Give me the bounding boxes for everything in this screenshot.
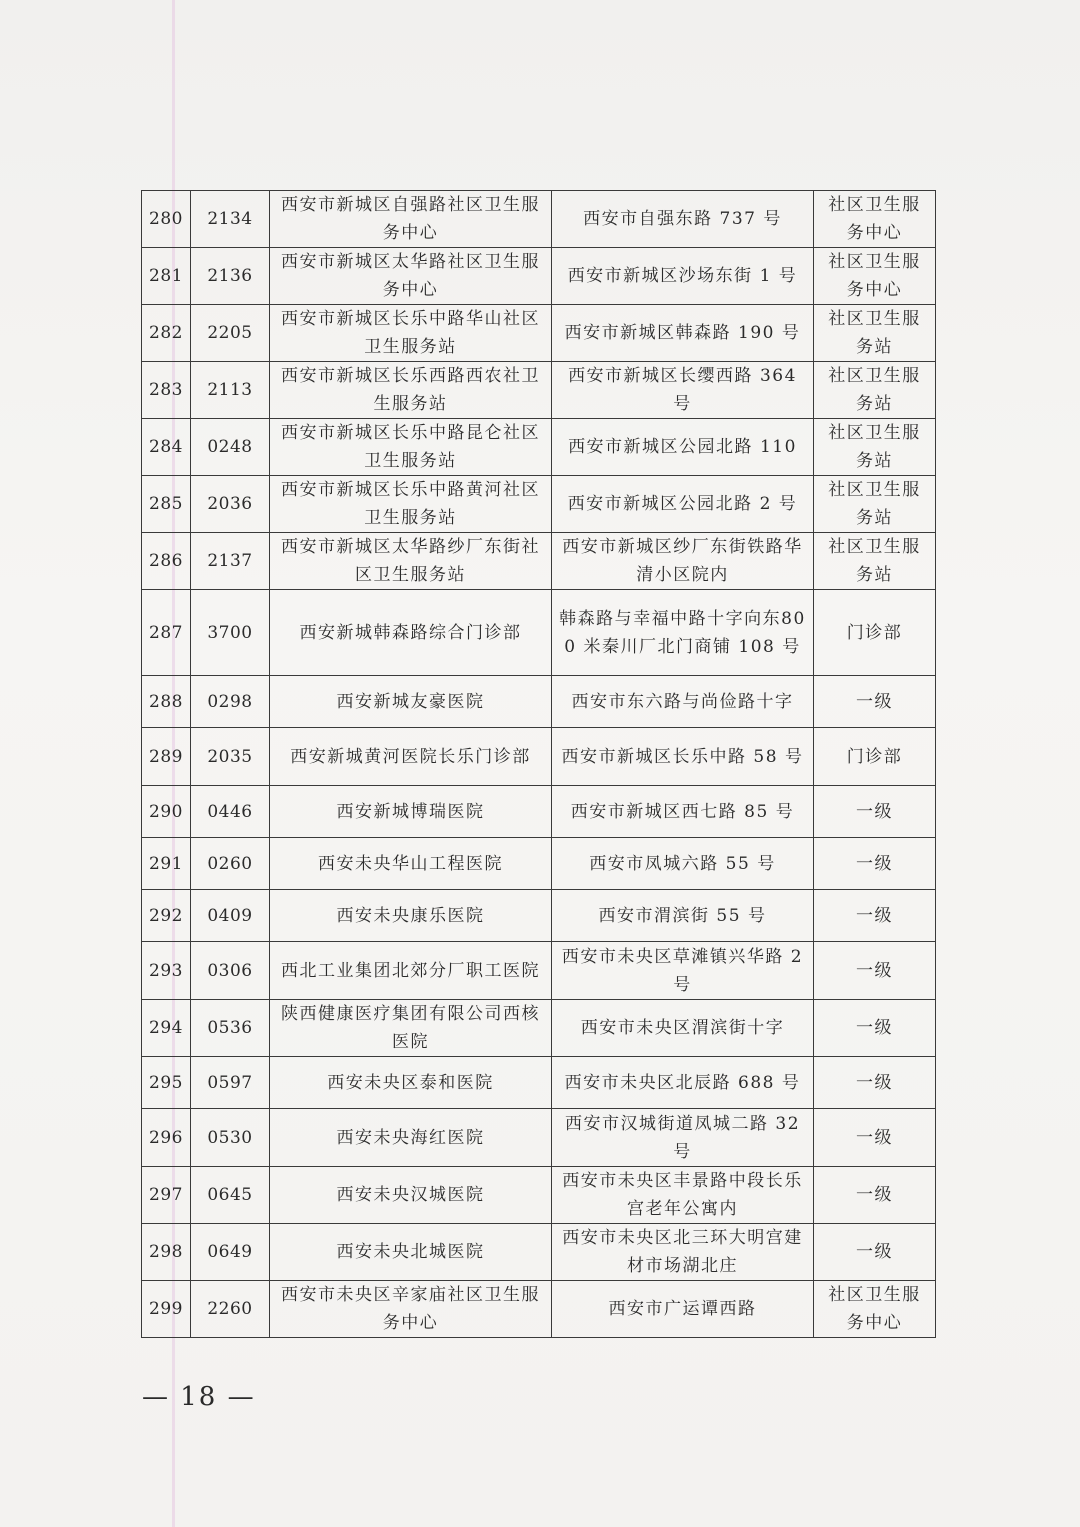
row-code: 2137 <box>191 533 270 590</box>
row-type: 社区卫生服务中心 <box>814 191 936 248</box>
row-seq: 282 <box>142 305 191 362</box>
row-name: 西安新城友豪医院 <box>270 676 552 728</box>
table-row <box>142 590 936 676</box>
row-address: 西安市新城区长缨西路 364 号 <box>552 362 814 419</box>
row-seq: 284 <box>142 419 191 476</box>
row-code: 0446 <box>191 786 270 838</box>
row-address: 西安市东六路与尚俭路十字 <box>552 676 814 728</box>
row-seq: 298 <box>142 1224 191 1281</box>
row-code: 0306 <box>191 942 270 1000</box>
row-code: 0536 <box>191 1000 270 1057</box>
row-address: 西安市未央区北辰路 688 号 <box>552 1057 814 1109</box>
row-seq: 295 <box>142 1057 191 1109</box>
row-name: 西安新城韩森路综合门诊部 <box>270 590 552 676</box>
row-type: 社区卫生服务站 <box>814 419 936 476</box>
row-name: 西安市新城区长乐中路黄河社区卫生服务站 <box>270 476 552 533</box>
row-name: 西安未央华山工程医院 <box>270 838 552 890</box>
row-address: 西安市凤城六路 55 号 <box>552 838 814 890</box>
row-seq: 293 <box>142 942 191 1000</box>
row-code: 0409 <box>191 890 270 942</box>
row-name: 西北工业集团北郊分厂职工医院 <box>270 942 552 1000</box>
row-type: 一级 <box>814 838 936 890</box>
row-address: 西安市新城区韩森路 190 号 <box>552 305 814 362</box>
row-address: 西安市渭滨街 55 号 <box>552 890 814 942</box>
row-name: 西安未央区泰和医院 <box>270 1057 552 1109</box>
table-row <box>142 1167 936 1224</box>
row-type: 一级 <box>814 1057 936 1109</box>
row-address: 西安市新城区公园北路 2 号 <box>552 476 814 533</box>
row-type: 社区卫生服务站 <box>814 305 936 362</box>
row-seq: 296 <box>142 1109 191 1167</box>
table-row <box>142 676 936 728</box>
row-seq: 285 <box>142 476 191 533</box>
row-seq: 292 <box>142 890 191 942</box>
row-seq: 297 <box>142 1167 191 1224</box>
row-code: 0530 <box>191 1109 270 1167</box>
row-name: 西安未央北城医院 <box>270 1224 552 1281</box>
row-code: 2035 <box>191 728 270 786</box>
row-type: 一级 <box>814 1109 936 1167</box>
row-name: 西安未央汉城医院 <box>270 1167 552 1224</box>
row-name: 西安市新城区长乐西路西农社卫生服务站 <box>270 362 552 419</box>
row-seq: 290 <box>142 786 191 838</box>
row-seq: 283 <box>142 362 191 419</box>
row-type: 社区卫生服务站 <box>814 362 936 419</box>
row-seq: 280 <box>142 191 191 248</box>
table-row <box>142 248 936 305</box>
row-seq: 291 <box>142 838 191 890</box>
row-name: 西安市新城区自强路社区卫生服务中心 <box>270 191 552 248</box>
table-row <box>142 476 936 533</box>
row-type: 一级 <box>814 942 936 1000</box>
row-address: 西安市广运谭西路 <box>552 1281 814 1338</box>
table-row <box>142 786 936 838</box>
table-row <box>142 1224 936 1281</box>
table-row <box>142 191 936 248</box>
row-code: 2134 <box>191 191 270 248</box>
row-code: 0597 <box>191 1057 270 1109</box>
row-seq: 294 <box>142 1000 191 1057</box>
row-address: 西安市新城区沙场东街 1 号 <box>552 248 814 305</box>
row-address: 西安市未央区草滩镇兴华路 2 号 <box>552 942 814 1000</box>
row-address: 西安市汉城街道凤城二路 32 号 <box>552 1109 814 1167</box>
row-code: 2260 <box>191 1281 270 1338</box>
row-name: 西安市未央区辛家庙社区卫生服务中心 <box>270 1281 552 1338</box>
row-address: 西安市新城区西七路 85 号 <box>552 786 814 838</box>
row-code: 2136 <box>191 248 270 305</box>
row-type: 一级 <box>814 890 936 942</box>
row-code: 3700 <box>191 590 270 676</box>
row-type: 社区卫生服务站 <box>814 476 936 533</box>
table-row <box>142 838 936 890</box>
row-name: 西安市新城区长乐中路昆仑社区卫生服务站 <box>270 419 552 476</box>
row-code: 0649 <box>191 1224 270 1281</box>
row-type: 一级 <box>814 786 936 838</box>
row-type: 一级 <box>814 1000 936 1057</box>
row-address: 西安市新城区公园北路 110 <box>552 419 814 476</box>
row-seq: 286 <box>142 533 191 590</box>
row-code: 0260 <box>191 838 270 890</box>
row-type: 一级 <box>814 676 936 728</box>
page-number: — 18 — <box>142 1382 256 1412</box>
row-type: 社区卫生服务中心 <box>814 248 936 305</box>
table-row <box>142 419 936 476</box>
table-row <box>142 1057 936 1109</box>
row-address: 西安市新城区纱厂东街铁路华清小区院内 <box>552 533 814 590</box>
row-address: 西安市自强东路 737 号 <box>552 191 814 248</box>
row-type: 一级 <box>814 1224 936 1281</box>
row-name: 陕西健康医疗集团有限公司西核医院 <box>270 1000 552 1057</box>
row-address: 西安市新城区长乐中路 58 号 <box>552 728 814 786</box>
row-name: 西安新城黄河医院长乐门诊部 <box>270 728 552 786</box>
table-row <box>142 942 936 1000</box>
row-seq: 289 <box>142 728 191 786</box>
row-name: 西安市新城区太华路纱厂东街社区卫生服务站 <box>270 533 552 590</box>
row-seq: 281 <box>142 248 191 305</box>
row-name: 西安市新城区太华路社区卫生服务中心 <box>270 248 552 305</box>
table-row <box>142 362 936 419</box>
row-address: 西安市未央区北三环大明宫建材市场湖北庄 <box>552 1224 814 1281</box>
table-row <box>142 1281 936 1338</box>
row-address: 韩森路与幸福中路十字向东800 米秦川厂北门商铺 108 号 <box>552 590 814 676</box>
row-type: 门诊部 <box>814 728 936 786</box>
table-row <box>142 1000 936 1057</box>
row-code: 2205 <box>191 305 270 362</box>
table-row <box>142 890 936 942</box>
row-name: 西安未央康乐医院 <box>270 890 552 942</box>
row-code: 0298 <box>191 676 270 728</box>
row-name: 西安未央海红医院 <box>270 1109 552 1167</box>
institution-table <box>141 190 936 1338</box>
row-code: 0248 <box>191 419 270 476</box>
table-row <box>142 728 936 786</box>
row-type: 门诊部 <box>814 590 936 676</box>
table-row <box>142 1109 936 1167</box>
row-type: 一级 <box>814 1167 936 1224</box>
row-name: 西安新城博瑞医院 <box>270 786 552 838</box>
row-code: 2113 <box>191 362 270 419</box>
table-row <box>142 305 936 362</box>
row-seq: 288 <box>142 676 191 728</box>
row-seq: 287 <box>142 590 191 676</box>
row-seq: 299 <box>142 1281 191 1338</box>
table-row <box>142 533 936 590</box>
row-address: 西安市未央区渭滨街十字 <box>552 1000 814 1057</box>
row-name: 西安市新城区长乐中路华山社区卫生服务站 <box>270 305 552 362</box>
row-type: 社区卫生服务站 <box>814 533 936 590</box>
row-code: 2036 <box>191 476 270 533</box>
row-type: 社区卫生服务中心 <box>814 1281 936 1338</box>
row-code: 0645 <box>191 1167 270 1224</box>
row-address: 西安市未央区丰景路中段长乐宫老年公寓内 <box>552 1167 814 1224</box>
